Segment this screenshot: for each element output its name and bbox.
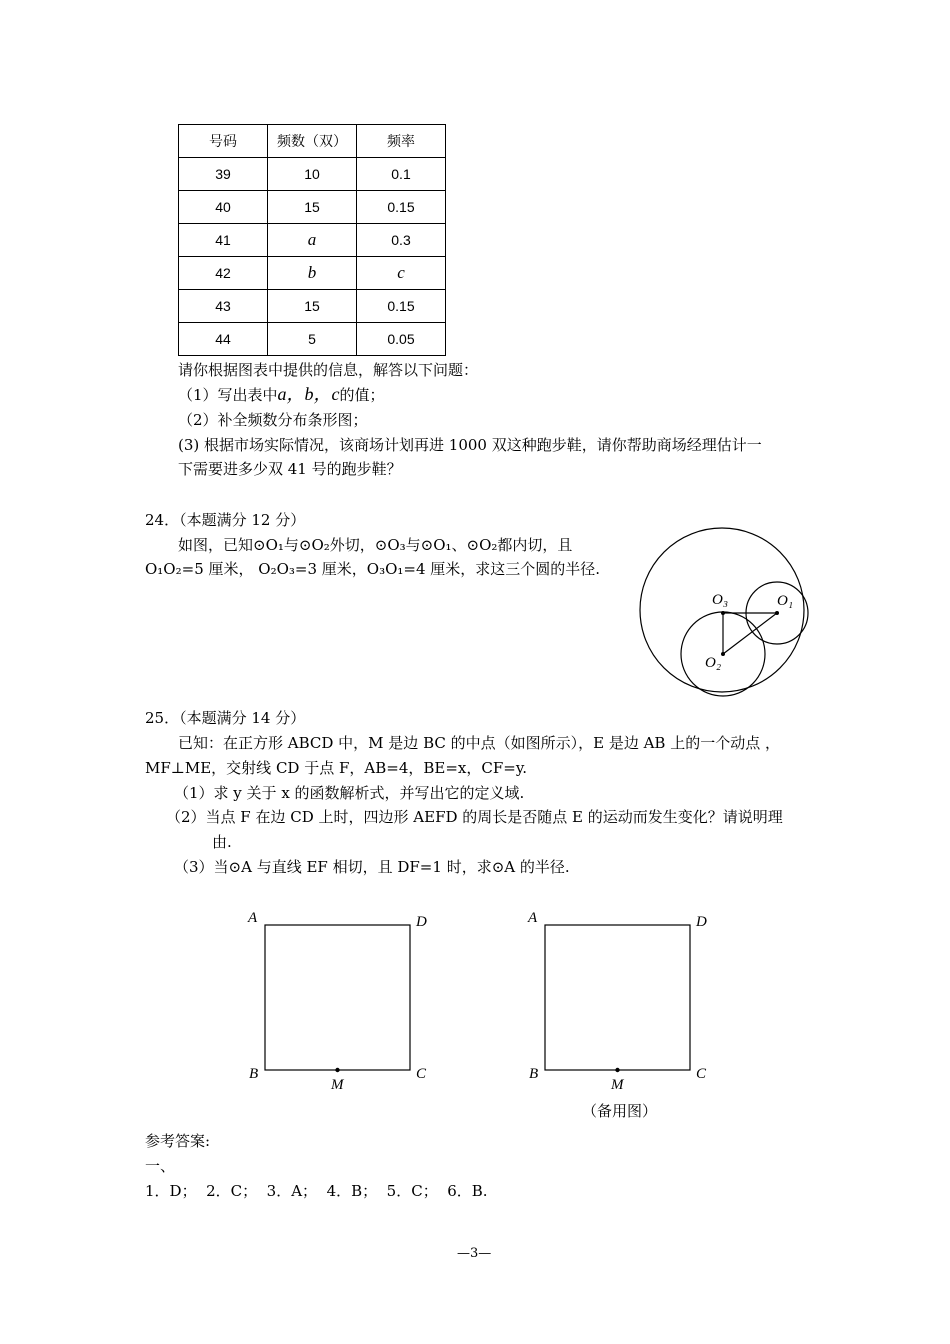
table-row (179, 323, 446, 356)
center-o2-dot (721, 652, 725, 656)
page-number: —3— (457, 1246, 492, 1261)
label-o3: O₃ (712, 592, 729, 608)
header-cell: 频数（双） (268, 125, 357, 158)
label-d: D (416, 914, 427, 930)
center-o3-dot (721, 611, 725, 615)
spare-square-figure (520, 905, 720, 1095)
answers-section: 一、 (145, 1157, 176, 1175)
label-c: C (416, 1066, 427, 1082)
spare-label-d: D (696, 914, 707, 930)
table-cell: 44 (179, 323, 268, 356)
square-abcd (265, 925, 410, 1070)
circle-o3 (640, 528, 804, 692)
table-cell: c (357, 257, 446, 290)
circles-figure (630, 520, 830, 702)
table-cell: 0.15 (357, 191, 446, 224)
spare-label-b: B (529, 1066, 539, 1082)
label-m: M (331, 1077, 344, 1093)
q23-intro: 请你根据图表中提供的信息，解答以下问题： (178, 361, 479, 379)
q24-line1: 如图，已知⊙O₁与⊙O₂外切，⊙O₃与⊙O₁、⊙O₂都内切，且 (178, 536, 573, 554)
q24-line2: O₁O₂=5 厘米， O₂O₃=3 厘米，O₃O₁=4 厘米，求这三个圆的半径. (145, 560, 601, 578)
table-row (179, 257, 446, 290)
table-cell: 15 (268, 191, 357, 224)
q24-header: 24．（本题满分 12 分） (145, 511, 306, 529)
q25-line1: 已知：在正方形 ABCD 中，M 是边 BC 的中点（如图所示），E 是边 AB 上的一个动点 ， (178, 734, 780, 752)
spare-point-m-dot (615, 1068, 619, 1072)
answers-items: 1．D； 2．C； 3．A； 4．B； 5．C； 6．B. (145, 1182, 488, 1200)
spare-label-a: A (528, 910, 538, 926)
spare-square-abcd (545, 925, 690, 1070)
spare-label-c: C (696, 1066, 707, 1082)
label-o1: O₁ (777, 593, 794, 609)
frequency-table (178, 124, 446, 356)
square-figure (240, 905, 440, 1095)
center-triangle (723, 613, 777, 654)
q23-part3-line1: (3) 根据市场实际情况，该商场计划再进 1000 双这种跑步鞋，请你帮助商场经理估计一 (178, 436, 762, 454)
table-header-row (179, 125, 446, 158)
table-row (179, 158, 446, 191)
q23-part1-vars: a，b，c (277, 384, 340, 404)
label-b: B (249, 1066, 259, 1082)
label-o2: O₂ (705, 655, 722, 671)
q23-part1-suffix: 的值； (339, 386, 385, 404)
table-cell: 39 (179, 158, 268, 191)
table-cell: 41 (179, 224, 268, 257)
table-cell: 0.15 (357, 290, 446, 323)
label-a: A (248, 910, 258, 926)
q25-part2-line2: 由. (212, 833, 232, 851)
table-cell: 0.3 (357, 224, 446, 257)
table-cell: 15 (268, 290, 357, 323)
q23-part3-line2: 下需要进多少双 41 号的跑步鞋？ (178, 460, 402, 478)
table-cell: 0.1 (357, 158, 446, 191)
table-cell: 5 (268, 323, 357, 356)
header-cell: 频率 (357, 125, 446, 158)
spare-caption: （备用图） (582, 1102, 658, 1120)
spare-label-m: M (611, 1077, 624, 1093)
q23-part1-prefix: （1）写出表中 (178, 386, 278, 404)
q25-part3: （3）当⊙A 与直线 EF 相切，且 DF=1 时，求⊙A 的半径. (174, 858, 570, 876)
table-row (179, 224, 446, 257)
table-cell: 43 (179, 290, 268, 323)
table-cell: 40 (179, 191, 268, 224)
table-cell: 10 (268, 158, 357, 191)
q25-line2: MF⊥ME，交射线 CD 于点 F，AB=4，BE=x，CF=y. (145, 759, 528, 777)
table-row (179, 290, 446, 323)
table-cell: 0.05 (357, 323, 446, 356)
q23-part2: （2）补全频数分布条形图； (178, 411, 368, 429)
table-cell: a (268, 224, 357, 257)
center-o1-dot (775, 611, 779, 615)
q23-part1 (178, 381, 385, 408)
q25-part2-line1: （2）当点 F 在边 CD 上时，四边形 AEFD 的周长是否随点 E 的运动而发生变化？请说明理 (166, 808, 783, 826)
header-cell: 号码 (179, 125, 268, 158)
table-cell: b (268, 257, 357, 290)
table-row (179, 191, 446, 224)
q25-part1: （1）求 y 关于 x 的函数解析式，并写出它的定义域. (174, 784, 525, 802)
point-m-dot (335, 1068, 339, 1072)
table-cell: 42 (179, 257, 268, 290)
answers-title: 参考答案: (145, 1132, 211, 1150)
q25-header: 25．（本题满分 14 分） (145, 709, 306, 727)
